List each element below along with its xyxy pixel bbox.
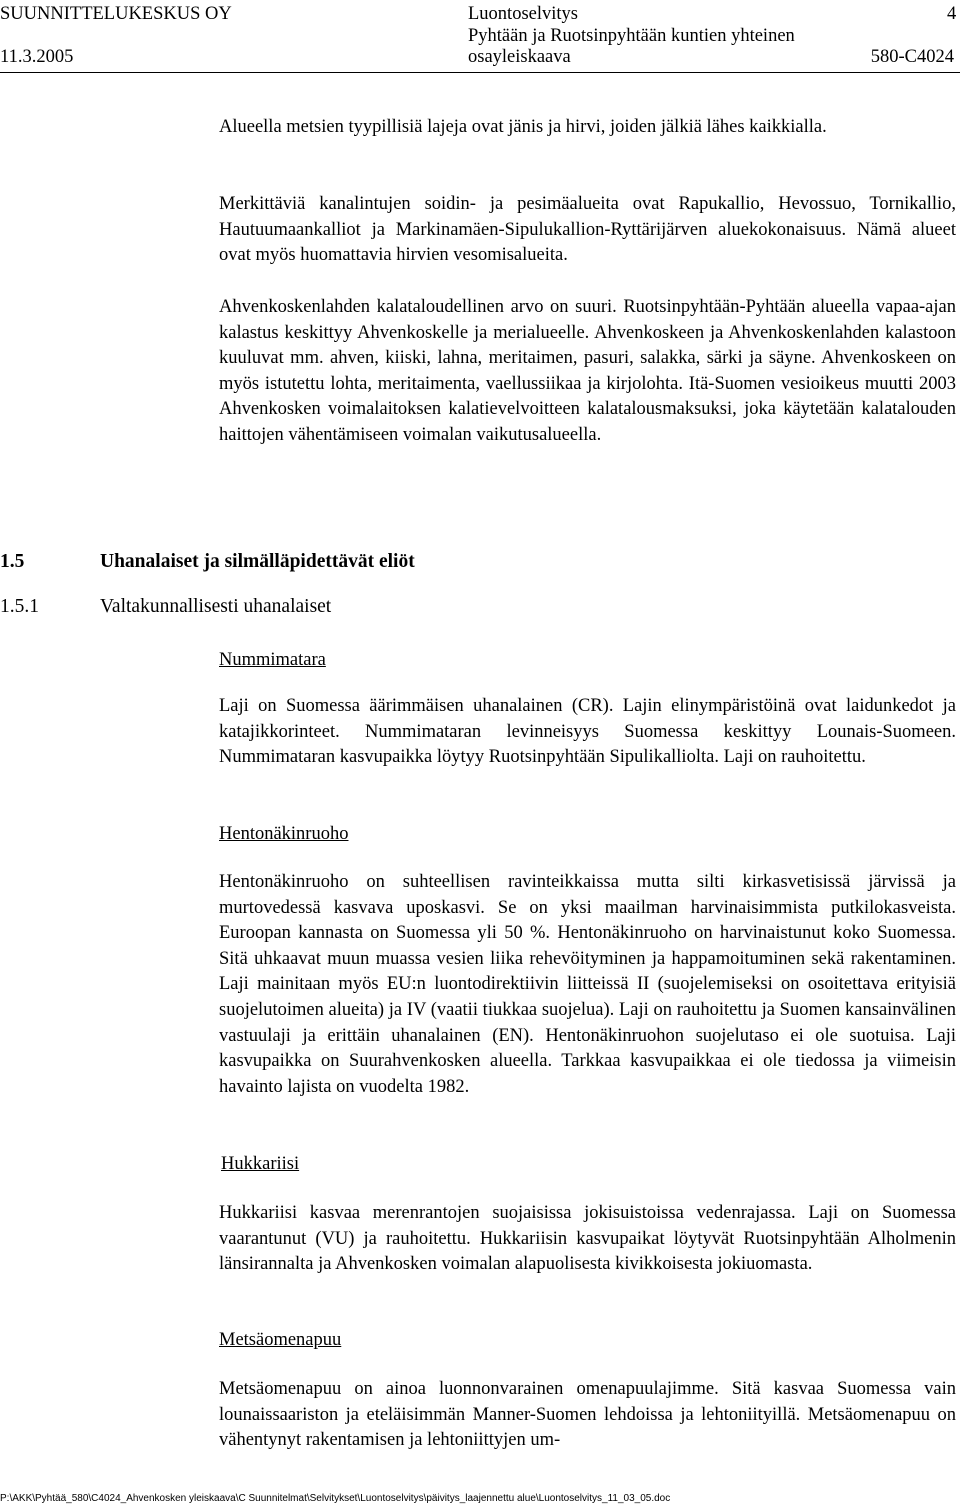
header-organization: SUUNNITTELUKESKUS OY [0,4,232,24]
paragraph-grouse-areas [219,192,956,269]
species-name: Hukkariisi [221,1154,300,1174]
subsection-number: 1.5.1 [0,596,39,617]
species-hentonakinruoho-heading [219,822,956,848]
species-name: Hentonäkinruoho [219,824,349,844]
species-hentonakinruoho-text [219,870,956,1100]
header-date: 11.3.2005 [0,47,74,67]
paragraph-fisheries [219,295,956,449]
species-description: Hukkariisi kasvaa merenrantojen suojaisissa jokisuistoissa vedenrajassa. Laji on Suomessa vaarantunut (VU) ja rauhoitettu. Hukkariisin kasvupaikat löytyvät Ruotsinpyhtään Alholmenin länsirannalta ja Ahvenkosken voimalan alapuolisesta kivikkoisesta jokiuomasta. [219,1203,956,1275]
species-metsaomenapuu-heading [219,1328,956,1354]
species-name: Metsäomenapuu [219,1330,342,1350]
header-title-line3: osayleiskaava [468,47,571,67]
species-name: Nummimatara [219,650,326,670]
header-title-line2: Pyhtään ja Ruotsinpyhtään kuntien yhteinen [468,26,795,46]
header-page-number: 4 [947,4,957,24]
species-description: Laji on Suomessa äärimmäisen uhanalainen (CR). Lajin elinympäristöinä ovat laidunkedot ja katajikkorinteet. Nummimataran levinneisyys Suomessa keskittyy Lounais-Suomeen. Nummimataran kasvupaikka löytyy Ruotsinpyhtään Sipulikalliolta. Laji on rauhoitettu. [219,696,956,768]
header-divider [0,72,960,73]
subsection-title: Valtakunnallisesti uhanalaiset [100,596,332,617]
species-description: Hentonäkinruoho on suhteellisen ravinteikkaissa mutta silti kirkasvetisissä järvissä ja murtovedessä kasvava uposkasvi. Se on yksi maailman harvinaisimmista putkilokasveista. Euroopan kannasta on Suomessa yli 50 %. Hentonäkinruoho on harvinaistunut koko Suomessa. Sitä uhkaavat muun muassa vesien liika rehevöityminen ja happamoituminen sekä rakentaminen. Laji mainitaan myös EU:n luontodirektiivin liitteissä II (suojelemiseksi on osoitettava erityisiä suojelutoimen alueita) ja IV (vaatii tiukkaa suojelua). Laji on rauhoitettu ja Suomen kansainvälinen vastuulaji ja erittäin uhanalainen (EN). Hentonäkinruohon suojelutaso ei ole suotuisa. Laji kasvupaikka on Suurahvenkosken alueella. Tarkkaa kasvupaikkaa ei ole tiedossa ja viimeisin havainto lajista on vuodelta 1982. [219,872,956,1097]
footer-file-path: P:\AKK\Pyhtää_580\C4024_Ahvenkosken yleiskaava\C Suunnitelmat\Selvitykset\Luontoselvitys\päivitys_laajennettu alue\Luontoselvitys_11_03_05.doc [0,1493,671,1504]
paragraph-text: Ahvenkoskenlahden kalataloudellinen arvo on suuri. Ruotsinpyhtään-Pyhtään alueella vapaa-ajan kalastus keskittyy Ahvenkoskelle ja merialueelle. Ahvenkoskeen ja Ahvenkoskenlahden kalastoon kuuluvat mm. ahven, kiiski, lahna, meritaimen, pasuri, salakka, särki ja säyne. Ahvenkoskeen on myös istutettu lohta, meritaimenta, vaellussiikaa ja kirjolohta. Itä-Suomen vesioikeus muutti 2003 Ahvenkosken voimalaitoksen kalatievelvoitteen kalatalousmaksuksi, joka käytetään kalatalouden haittojen vähentämiseen voimalan vaikutusalueella. [219,297,956,445]
page-header [0,2,960,72]
species-nummimatara-text [219,694,956,771]
section-title: Uhanalaiset ja silmälläpidettävät eliöt [100,551,415,572]
section-number: 1.5 [0,551,25,572]
header-title-line1: Luontoselvitys [468,4,578,24]
header-project-code: 580-C4024 [870,47,954,67]
paragraph-text: Merkittäviä kanalintujen soidin- ja pesimäalueita ovat Rapukallio, Hevossuo, Tornikallio, Hautuumaankalliot ja Markinamäen-Sipulukallion-Ryttärijärven aluekokonaisuus. Nämä alueet ovat myös huomattavia hirvien vesomisalueita. [219,194,956,266]
species-hukkariisi-heading [221,1152,958,1178]
species-metsaomenapuu-text [219,1377,956,1454]
species-hukkariisi-text [219,1201,956,1278]
species-nummimatara-heading [219,648,956,674]
species-description: Metsäomenapuu on ainoa luonnonvarainen omenapuulajimme. Sitä kasvaa Suomessa vain lounaissaariston ja eteläisimmän Manner-Suomen lehdoissa ja lehtoniityillä. Metsäomenapuu on vähentynyt rakentamisen ja lehtoniittyjen um- [219,1379,956,1451]
paragraph-game-animals [219,115,956,141]
paragraph-text: Alueella metsien tyypillisiä lajeja ovat jänis ja hirvi, joiden jälkiä lähes kaikkialla. [219,117,827,137]
